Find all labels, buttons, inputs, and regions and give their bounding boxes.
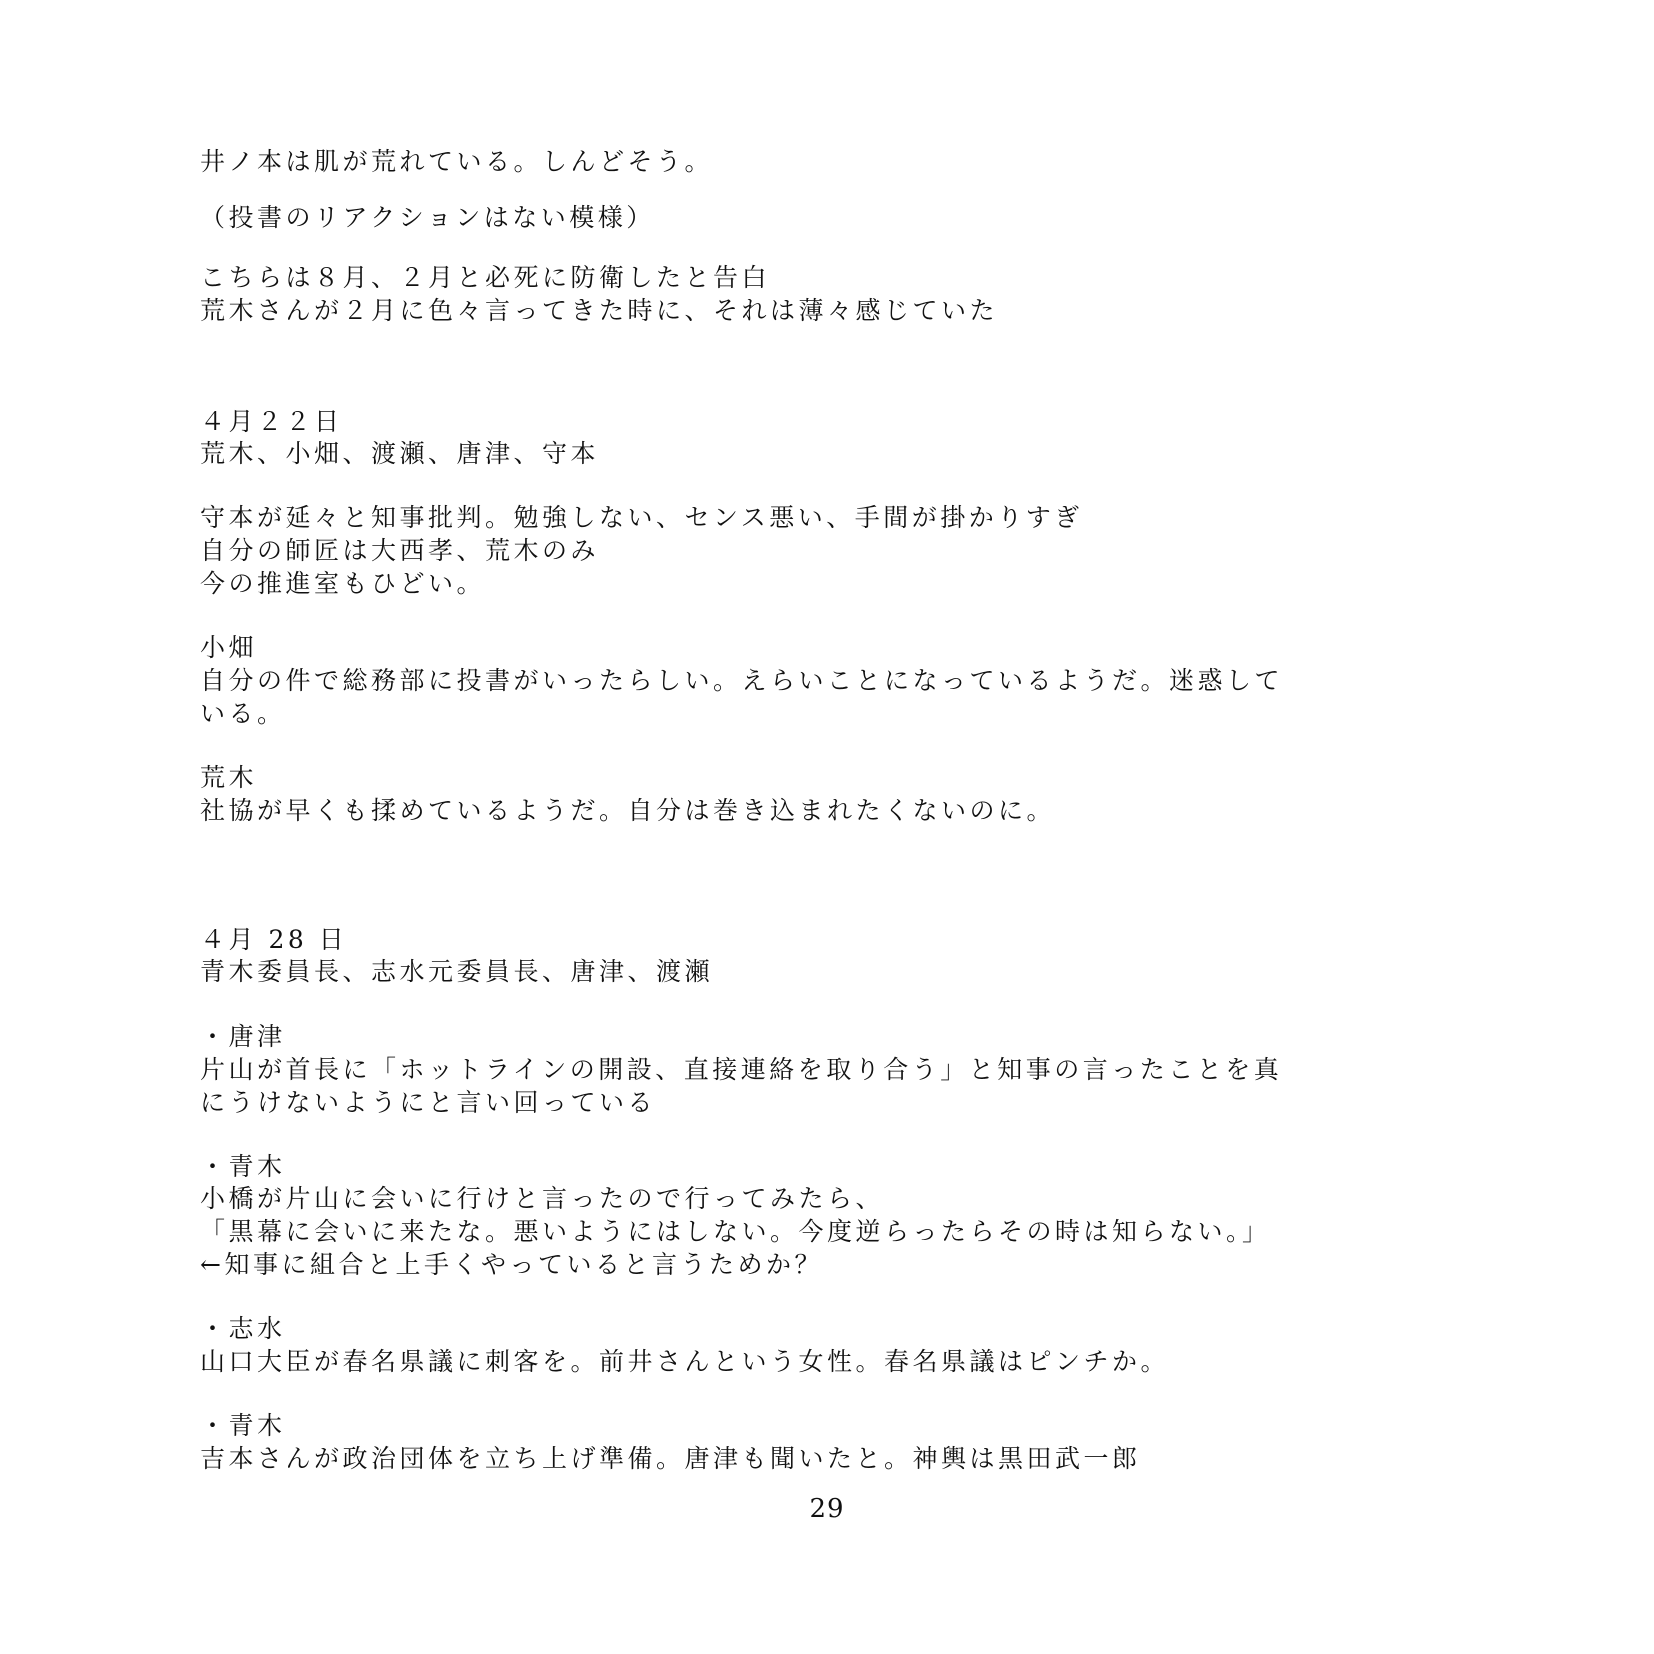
speaker-name: 荒木 bbox=[200, 763, 258, 792]
text-line: 山口大臣が春名県議に刺客を。前井さんという女性。春名県議はピンチか。 bbox=[200, 1347, 1170, 1376]
text-line: 自分の師匠は大西孝、荒木のみ bbox=[200, 536, 600, 565]
speaker-name: ・唐津 bbox=[200, 1022, 286, 1051]
speaker-name: ・志水 bbox=[200, 1314, 286, 1343]
page-number: 29 bbox=[809, 1494, 845, 1524]
entry-date: ４月２２日 bbox=[200, 407, 343, 436]
speaker-name: ・青木 bbox=[200, 1152, 286, 1181]
speaker-name: ・青木 bbox=[200, 1411, 286, 1440]
text-line: 小橋が片山に会いに行けと言ったので行ってみたら、 bbox=[200, 1184, 885, 1213]
text-line: 井ノ本は肌が荒れている。しんどそう。 bbox=[200, 147, 714, 176]
text-line: 社協が早くも揉めているようだ。自分は巻き込まれたくないのに。 bbox=[200, 796, 1056, 825]
text-line: 片山が首長に「ホットラインの開設、直接連絡を取り合う」と知事の言ったことを真 bbox=[200, 1055, 1283, 1084]
attendees: 青木委員長、志水元委員長、唐津、渡瀬 bbox=[200, 957, 714, 986]
text-line: 守本が延々と知事批判。勉強しない、センス悪い、手間が掛かりすぎ bbox=[200, 503, 1083, 532]
text-line: 「黒幕に会いに来たな。悪いようにはしない。今度逆らったらその時は知らない。」 bbox=[200, 1217, 1271, 1246]
text-line: 荒木さんが２月に色々言ってきた時に、それは薄々感じていた bbox=[200, 296, 999, 325]
text-line: （投書のリアクションはない模様） bbox=[200, 203, 655, 232]
text-line: こちらは８月、２月と必死に防衛したと告白 bbox=[200, 263, 771, 292]
speaker-name: 小畑 bbox=[200, 633, 258, 662]
attendees: 荒木、小畑、渡瀬、唐津、守本 bbox=[200, 439, 600, 468]
text-line: 吉本さんが政治団体を立ち上げ準備。唐津も聞いたと。神輿は黒田武一郎 bbox=[200, 1444, 1141, 1473]
text-line: いる。 bbox=[200, 699, 286, 728]
text-line: 今の推進室もひどい。 bbox=[200, 569, 486, 598]
text-line: ←知事に組合と上手くやっていると言うためか？ bbox=[200, 1250, 823, 1279]
entry-date: ４月 28 日 bbox=[200, 925, 348, 954]
text-line: 自分の件で総務部に投書がいったらしい。えらいことになっているようだ。迷惑して bbox=[200, 666, 1284, 695]
text-line: にうけないようにと言い回っている bbox=[200, 1088, 657, 1117]
